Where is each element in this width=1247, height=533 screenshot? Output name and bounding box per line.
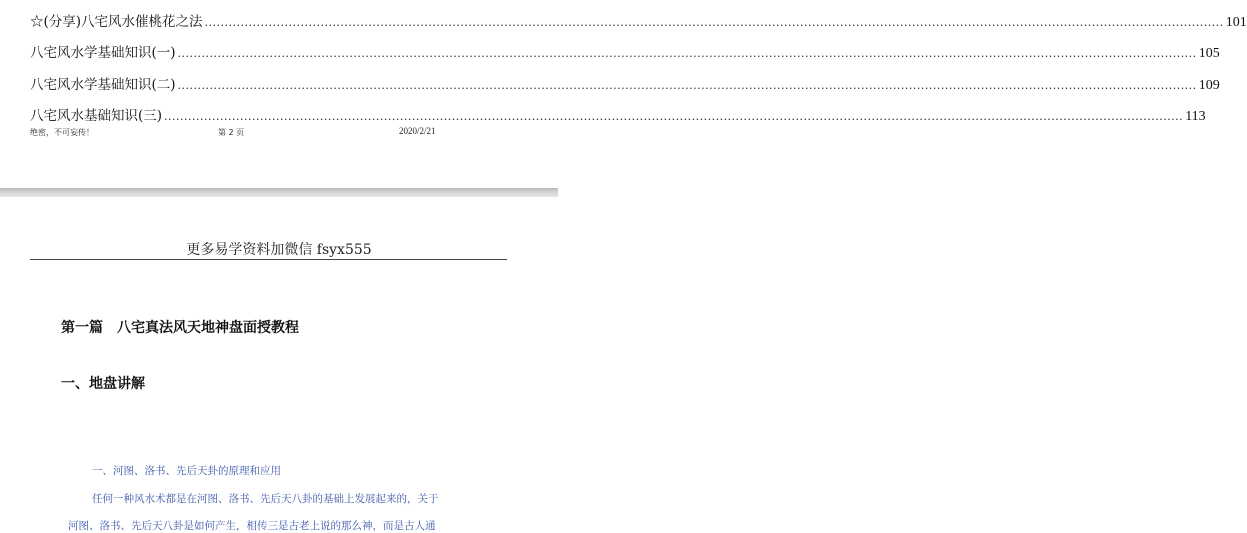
- toc-leader-dots: [205, 16, 1224, 29]
- sub-heading: 一、河图、洛书、先后天卦的原理和应用: [92, 465, 281, 477]
- paragraph-line: 任何一种风水术都是在河图、洛书、先后天八卦的基础上发展起来的，关于: [92, 493, 439, 505]
- chapter-title: 第一篇 八宅真法风天地神盘面授教程: [61, 320, 299, 336]
- page-separator: [0, 188, 558, 197]
- toc-entry-page: 105: [1198, 46, 1220, 61]
- page-bottom: [0, 197, 558, 532]
- toc-entry[interactable]: [30, 73, 1220, 94]
- toc-entry-page: 101: [1225, 15, 1247, 30]
- toc-entry[interactable]: [30, 104, 1206, 125]
- footer-date: 2020/2/21: [399, 126, 436, 136]
- toc-entry-title: 八宅风水学基础知识(二): [30, 77, 176, 93]
- page-top: [0, 0, 1247, 188]
- toc-entry[interactable]: [30, 41, 1220, 62]
- toc-entry-title: ☆(分享)八宅风水催桃花之法: [30, 14, 203, 30]
- toc-entry-page: 113: [1185, 109, 1206, 124]
- toc-leader-dots: [178, 79, 1197, 92]
- toc-entry[interactable]: [30, 10, 1247, 31]
- toc-leader-dots: [178, 47, 1197, 60]
- paragraph-line: 河图、洛书、先后天八卦是如何产生，相传三是古老上说的那么神，而是古人通: [68, 520, 436, 532]
- toc-entry-title: 八宅风水学基础知识(一): [30, 45, 176, 61]
- footer-confidential: 绝密，不可妄传！: [30, 128, 94, 137]
- toc-entry-title: 八宅风水基础知识(三): [30, 108, 163, 124]
- section-title: 一、地盘讲解: [61, 376, 145, 392]
- header-rule: [30, 259, 507, 260]
- toc-leader-dots: [164, 110, 1183, 123]
- toc-entry-page: 109: [1198, 78, 1220, 93]
- page-header: 更多易学资料加微信 fsyx555: [186, 242, 372, 258]
- footer-page-number: 第 2 页: [218, 128, 245, 137]
